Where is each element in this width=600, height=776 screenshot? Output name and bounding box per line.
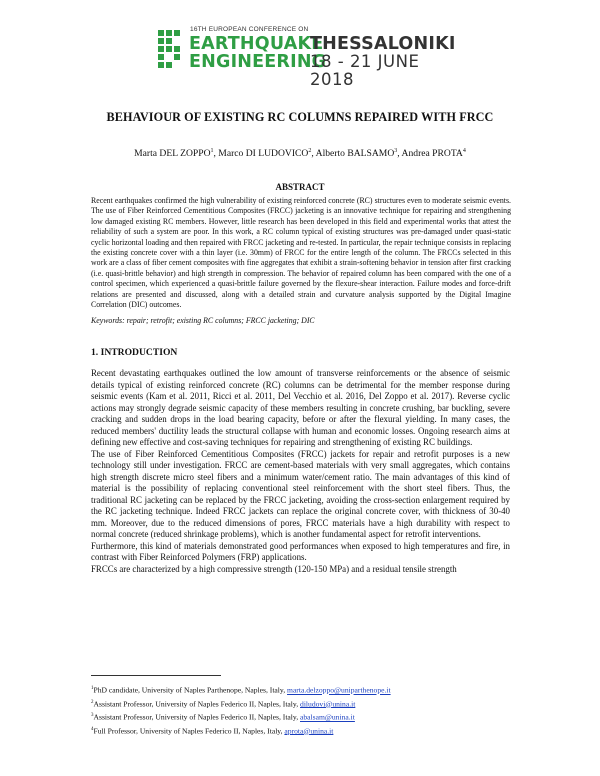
footnote-divider: [91, 675, 221, 676]
paper-title: BEHAVIOUR OF EXISTING RC COLUMNS REPAIRED WITH FRCC: [106, 110, 494, 124]
email-link[interactable]: aprota@unina.it: [284, 726, 334, 736]
email-link[interactable]: marta.delzoppo@uniparthenope.it: [287, 685, 391, 695]
abstract-heading: ABSTRACT: [275, 182, 325, 192]
author-list: Marta DEL ZOPPO$^1$, Marco DI LUDOVICO$^2$, Alberto BALSAMO$^3$, Andrea PROTA$^4$: [134, 148, 466, 160]
author-mark: 2: [308, 148, 312, 154]
footnote: [91, 683, 391, 697]
author-name: Andrea PROTA: [401, 148, 463, 160]
paragraph: Furthermore, this kind of materials demonstrated good performances when exposed to high temperatures and fire, in contrast with Fiber Reinforced Polymers (FRP) applications.: [91, 540, 510, 562]
footnote-mark: 1: [91, 686, 94, 691]
paragraph: Recent devastating earthquakes outlined the low amount of transverse reinforcements or the absence of seismic details typical of existing reinforced concrete (RC) columns can be detrimental for the member response during seismic events (Kam et al. 2011, Ricci et al. 2011, Del Vecchio et al. 2016, Del Zoppo et al. 2017). Reverse cyclic actions may strongly degrade seismic capacity of these members resulting in concrete crushing, bar buckling, severe cracking and sudden drops in the load bearing capacity, before or after the flexural yielding. In many cases, the reduced members' ductility leads the structural collapse with human and economic losses. Ongoing research aims at defining new effective and cost-saving techniques for repairing and strengthening of existing RC buildings.: [91, 368, 510, 447]
footnote-text: PhD candidate, University of Naples Parthenope, Naples, Italy,: [93, 685, 288, 695]
footnotes: [91, 683, 391, 737]
conference-header: [158, 26, 458, 88]
author-mark: 1: [210, 148, 214, 154]
author-name: Marco DI LUDOVICO: [218, 148, 309, 160]
footnote: [91, 710, 391, 724]
paragraph: FRCCs are characterized by a high compressive strength (120-150 MPa) and a residual tensile strength: [91, 563, 457, 574]
footnote-text: Assistant Professor, University of Naples Federico II, Naples, Italy,: [93, 712, 301, 722]
footnote-mark: 4: [91, 726, 94, 732]
conference-edition: 16TH EUROPEAN CONFERENCE ON: [190, 26, 309, 33]
abstract-text: Recent earthquakes confirmed the high vulnerability of existing reinforced concrete (RC) structures even to moderate seismic events. The use of Fiber Reinforced Cementitious Composites (FRCC) jacketing is an innovative technique for repairing and strengthening low damaged existing RC members. However, little research has been developed in this field and experimental works that attest the reliability of such a system are poor. In this work, a RC column typical of existing structures was pre-damaged under quasi-static cyclic horizontal loading and then repaired with FRCC jacketing and re-tested. In particular, the repair technique consists in replacing the existing concrete cover with a thin layer (i.e. 30mm) of FRCC for the entire length of the column. The FRCCs selected in this work are a class of fiber cement composites with fine aggregates that exhibit a strain-softening behavior in tension after first cracking (i.e. quasi-brittle behavior) and high strength in compression. The behavior of repaired column has been compared with the one of a control specimen, which experienced a quasi-brittle failure governed by the flexure-shear interaction. Failure modes and force-drift relations are presented and discussed, along with a detailed strain and curvature analysis supported by the Digital Imagine Correlation (DIC) outcomes.: [91, 196, 511, 310]
author-name: Marta DEL ZOPPO: [134, 148, 211, 160]
conference-name-line1: EARTHQUAKE: [189, 34, 324, 54]
author-mark: 3: [394, 148, 398, 154]
conference-city: THESSALONIKI: [310, 34, 456, 54]
email-link[interactable]: diludovi@unina.it: [300, 699, 356, 709]
section-body: [91, 368, 510, 575]
author-mark: 4: [462, 148, 466, 154]
author-name: Alberto BALSAMO: [315, 148, 395, 160]
footnote: [91, 724, 391, 738]
conference-name-line2: ENGINEERING: [189, 52, 327, 72]
paragraph: The use of Fiber Reinforced Cementitious Composites (FRCC) jackets for repair and retrofit purposes is a new technology still under investigation. FRCC are cement-based materials with very small aggregates, which contains high strength discrete micro steel fibers and a minimum water/cement ratio. The main advantages of this kind of material is the possibility of replacing conventional steel reinforcement with the short steel fibers. Thus, the traditional RC jacketing can be replaced by the FRCC jacketing, avoiding the cross-section enlargement required by the RC jacketing technique. Indeed FRCC jackets can replace the original concrete cover, with thickness of 30-40 mm. Moreover, due to the reduced dimensions of pores, FRCC materials have a high durability with respect to normal concrete (reduced shrinkage problems), which is another fundamental aspect for retrofit interventions.: [91, 448, 510, 539]
conference-dates: 18 - 21 JUNE 2018: [310, 52, 420, 89]
footnote-mark: 3: [91, 713, 94, 719]
conference-logo-icon: [158, 30, 184, 70]
footnote-text: Full Professor, University of Naples Federico II, Naples, Italy,: [93, 726, 285, 736]
footnote-mark: 2: [91, 699, 94, 705]
section-heading: 1. INTRODUCTION: [91, 347, 178, 358]
footnote: [91, 697, 391, 711]
keywords: Keywords: repair; retrofit; existing RC columns; FRCC jacketing; DIC: [91, 316, 315, 325]
email-link[interactable]: abalsam@unina.it: [300, 712, 355, 722]
footnote-text: Assistant Professor, University of Naples Federico II, Naples, Italy,: [93, 699, 301, 709]
